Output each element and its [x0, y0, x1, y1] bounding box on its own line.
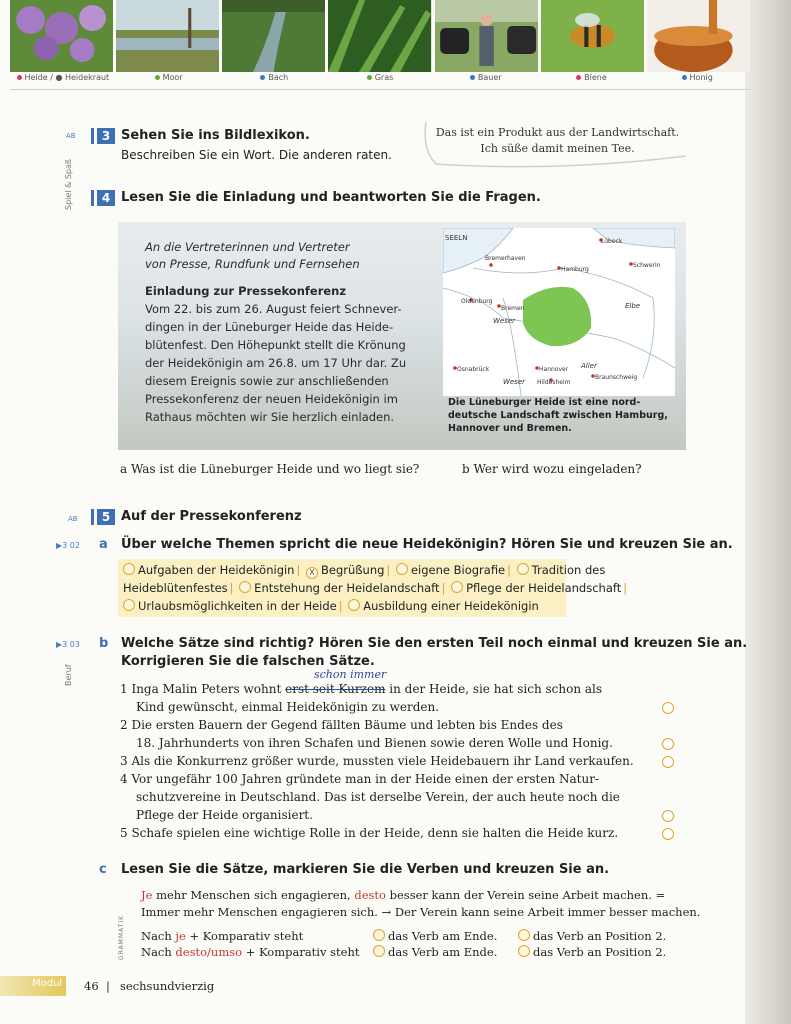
- topics-line-2: Heideblütenfestes | Entstehung der Heidelandschaft | Pflege der Heidelandschaft |: [123, 581, 628, 595]
- invitation-line: diesem Ereignis sowie zur anschließenden: [145, 374, 389, 388]
- page-number-word: sechsundvierzig: [120, 979, 215, 993]
- grammar-example-1: Je mehr Menschen sich engagieren, desto besser kann der Verein seine Arbeit machen. =: [141, 888, 666, 902]
- exercise-3-instruction: Beschreiben Sie ein Wort. Die anderen raten.: [121, 148, 392, 162]
- radio-desto-ende[interactable]: [373, 945, 385, 957]
- checkbox-ausbildung[interactable]: [348, 599, 360, 611]
- page-number: 46: [84, 979, 99, 993]
- struck-text: erst seit Kurzem: [285, 682, 386, 696]
- map-label-oldenburg: Oldenburg: [461, 298, 493, 305]
- question-b: b Wer wird wozu eingeladen?: [462, 462, 642, 476]
- dot-icon: [576, 75, 581, 80]
- caption-moor: Moor: [116, 73, 222, 89]
- sentence-1: 1 Inga Malin Peters wohnt erst seit Kurzem in der Heide, sie hat sich schon als: [120, 682, 603, 696]
- part-b-instruction-1: Welche Sätze sind richtig? Hören Sie den ersten Teil noch einmal und kreuzen Sie an.: [121, 636, 748, 651]
- modul-label: Modul 7: [32, 978, 72, 989]
- map-label-braunschweig: Braunschweig: [595, 374, 638, 381]
- map-label-hamburg: Hamburg: [561, 266, 589, 273]
- dot-icon: [155, 75, 160, 80]
- radio-sentence-5[interactable]: [662, 828, 674, 840]
- map-label-hildesheim: Hildesheim: [537, 379, 571, 386]
- part-c-letter: c: [99, 862, 107, 877]
- map-label-schwerin: Schwerin: [633, 262, 661, 269]
- ab-label: AB: [66, 132, 76, 140]
- checkbox-begruessung[interactable]: X: [306, 567, 318, 579]
- map-label-bremen: Bremen: [501, 305, 525, 312]
- sentence-5: 5 Schafe spielen eine wichtige Rolle in der Heide, denn sie halten die Heide kurz.: [120, 826, 619, 840]
- exercise-5-title: Auf der Pressekonferenz: [121, 509, 302, 524]
- ab-label: AB: [68, 515, 78, 523]
- footer-separator: |: [106, 979, 110, 993]
- option-je-ende: das Verb am Ende.: [373, 929, 497, 943]
- part-a-instruction: Über welche Themen spricht die neue Heidekönigin? Hören Sie und kreuzen Sie an.: [121, 537, 733, 552]
- invitation-address-line1: An die Vertreterinnen und Vertreter: [145, 240, 350, 254]
- caption-biene: Biene: [539, 73, 645, 89]
- invitation-title: Einladung zur Pressekonferenz: [145, 284, 347, 298]
- dot-icon: [682, 75, 687, 80]
- map-label-sea: SEELN: [445, 234, 468, 242]
- radio-sentence-2[interactable]: [662, 738, 674, 750]
- sentence-3: 3 Als die Konkurrenz größer wurde, mussten viele Heidebauern ihr Land verkaufen.: [120, 754, 634, 768]
- option-desto-pos2: das Verb an Position 2.: [518, 945, 666, 959]
- checkbox-pflege[interactable]: [451, 581, 463, 593]
- checkbox-tradition[interactable]: [517, 563, 529, 575]
- topics-line-1: Aufgaben der Heidekönigin | X Begrüßung | eigene Biografie | Tradition des: [123, 563, 605, 579]
- radio-sentence-1[interactable]: [662, 702, 674, 714]
- map-label-weser: Weser: [493, 317, 516, 325]
- photo-moor: [116, 0, 219, 72]
- invitation-line: Pressekonferenz der neuen Heidekönigin im: [145, 392, 398, 406]
- grammatik-label: GRAMMATIK: [118, 914, 125, 960]
- map-label-aller: Aller: [581, 362, 597, 370]
- map-caption: Die Lüneburger Heide ist eine nord- deutsche Landschaft zwischen Hamburg, Hannover und Bremen.: [448, 397, 668, 434]
- part-b-letter: b: [99, 636, 109, 651]
- exercise-3-number: 3: [97, 128, 115, 144]
- invitation-line: Rathaus möchten wir Sie herzlich einladen.: [145, 410, 395, 424]
- sentence-4-cont: schutzvereine in Deutschland. Das ist derselbe Verein, der auch heute noch die: [136, 790, 620, 804]
- sentence-2-cont: 18. Jahrhunderts von ihren Schafen und Bienen sowie deren Wolle und Honig.: [136, 736, 613, 750]
- grammar-example-2: Immer mehr Menschen engagieren sich. → Der Verein kann seine Arbeit immer besser machen.: [141, 905, 701, 919]
- exercise-5-number: 5: [97, 509, 115, 525]
- caption-gras: Gras: [327, 73, 433, 89]
- audio-track-3-03[interactable]: ▶3 03: [56, 640, 80, 649]
- map-label-weser: Weser: [503, 378, 526, 386]
- checkbox-biografie[interactable]: [396, 563, 408, 575]
- map-label-luebeck: Lübeck: [601, 238, 623, 245]
- radio-je-pos2[interactable]: [518, 929, 530, 941]
- part-a-letter: a: [99, 537, 108, 552]
- invitation-address-line2: von Presse, Rundfunk und Fernsehen: [145, 257, 360, 271]
- dot-icon: [470, 75, 475, 80]
- photo-honig: [647, 0, 750, 72]
- photo-bach: [222, 0, 325, 72]
- option-desto-ende: das Verb am Ende.: [373, 945, 497, 959]
- grammar-rule-desto: Nach desto/umso + Komparativ steht: [141, 945, 360, 959]
- picture-dictionary-strip: [10, 0, 750, 72]
- caption-honig: Honig: [644, 73, 750, 89]
- invitation-line: Vom 22. bis zum 26. August feiert Schnever-: [145, 302, 402, 316]
- photo-heide: [10, 0, 113, 72]
- caption-bauer: Bauer: [433, 73, 539, 89]
- option-je-pos2: das Verb an Position 2.: [518, 929, 666, 943]
- invitation-line: blütenfest. Den Höhepunkt stellt die Krönung: [145, 338, 406, 352]
- topics-line-3: Urlaubsmöglichkeiten in der Heide | Ausbildung einer Heidekönigin: [123, 599, 539, 613]
- dot-icon: [367, 75, 372, 80]
- sentence-4-cont2: Pflege der Heide organisiert.: [136, 808, 313, 822]
- question-a: a Was ist die Lüneburger Heide und wo liegt sie?: [120, 462, 420, 476]
- page-curl-shadow: [745, 0, 791, 1024]
- map-label-elbe: Elbe: [625, 302, 641, 310]
- caption-bach: Bach: [221, 73, 327, 89]
- divider: [10, 89, 750, 90]
- checkbox-entstehung[interactable]: [239, 581, 251, 593]
- exercise-4-number: 4: [97, 190, 115, 206]
- sentence-4: 4 Vor ungefähr 100 Jahren gründete man in der Heide einen der ersten Natur-: [120, 772, 599, 786]
- checkbox-urlaub[interactable]: [123, 599, 135, 611]
- part-c-instruction: Lesen Sie die Sätze, markieren Sie die Verben und kreuzen Sie an.: [121, 862, 610, 877]
- photo-captions: [10, 73, 750, 89]
- photo-bauer: [435, 0, 538, 72]
- photo-gras: [328, 0, 431, 72]
- part-b-instruction-2: Korrigieren Sie die falschen Sätze.: [121, 654, 375, 669]
- radio-sentence-4[interactable]: [662, 810, 674, 822]
- exercise-3-title: Sehen Sie ins Bildlexikon.: [121, 128, 310, 143]
- beruf-label: Beruf: [64, 664, 73, 686]
- invitation-line: der Heidekönigin am 26.8. um 17 Uhr dar. Zu: [145, 356, 407, 370]
- map-label-bremerhaven: Bremerhaven: [485, 255, 526, 262]
- dot-icon: [260, 75, 265, 80]
- exercise-4-title: Lesen Sie die Einladung und beantworten Sie die Fragen.: [121, 190, 541, 205]
- radio-je-ende[interactable]: [373, 929, 385, 941]
- spiel-spass-label: Spiel & Spaß: [64, 159, 73, 210]
- map-label-hannover: Hannover: [539, 366, 569, 373]
- checkbox-aufgaben[interactable]: [123, 563, 135, 575]
- dot-icon: [17, 75, 22, 80]
- radio-desto-pos2[interactable]: [518, 945, 530, 957]
- grammar-rule-je: Nach je + Komparativ steht: [141, 929, 304, 943]
- caption-heide: Heide / ● Heidekraut: [10, 73, 116, 89]
- sentence-1-cont: Kind gewünscht, einmal Heidekönigin zu werden.: [136, 700, 440, 714]
- invitation-line: dingen in der Lüneburger Heide das Heide-: [145, 320, 394, 334]
- handwritten-correction: schon immer: [314, 668, 387, 681]
- map-lueneburger-heide: [443, 228, 675, 396]
- sentence-2: 2 Die ersten Bauern der Gegend fällten Bäume und lebten bis Endes des: [120, 718, 563, 732]
- photo-biene: [541, 0, 644, 72]
- map-label-osnabrueck: Osnabrück: [457, 366, 490, 373]
- speech-bubble-text: Das ist ein Produkt aus der Landwirtschaft. Ich süße damit meinen Tee.: [435, 126, 680, 155]
- audio-track-3-02[interactable]: ▶3 02: [56, 541, 80, 550]
- radio-sentence-3[interactable]: [662, 756, 674, 768]
